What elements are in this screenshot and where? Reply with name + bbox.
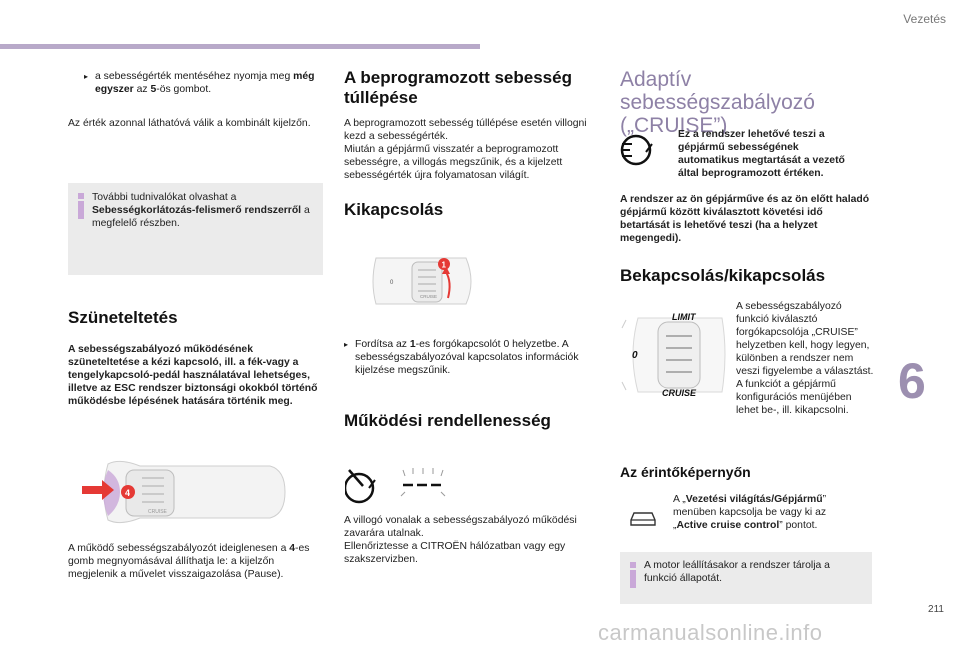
heading-exceed: A beprogramozott sebesség túllépése xyxy=(344,68,572,107)
pause-paragraph: A működő sebességszabályozót ideiglenesen a 4-es gomb megnyomásával állíthatja le: a kijelzőn megjelenik a művelet visszaigazolása (Pause). xyxy=(68,543,310,580)
fault-paragraph: A villogó vonalak a sebességszabályozó működési zavarára utalnak. Ellenőriztesse a CITROËN hálózatban vagy egy szakszervizben. xyxy=(344,515,577,565)
svg-text:0: 0 xyxy=(632,350,638,361)
cruise-selector-label: CRUISE xyxy=(662,388,697,398)
heading-onoff: Bekapcsolás/kikapcsolás xyxy=(620,266,826,285)
onoff-paragraph: A sebességszabályozó funkció kiválasztó forgókapcsolója „CRUISE” helyzetben kell, hogy legyen, különben a rendszer nem veszi figyelembe a választást. A funkciót a gépjármű konfigurációs menüjében lehet be-, ill. kikapcsolni. xyxy=(736,301,874,416)
heading-off: Kikapcsolás xyxy=(344,200,444,219)
info-text: További tudnivalókat olvashat a Sebességkorlátozás-felismerő rendszerről a megfelelő részben. xyxy=(92,192,310,229)
heading-touch: Az érintőképernyőn xyxy=(620,464,751,480)
heading-pause: Szüneteltetés xyxy=(68,308,178,327)
heading-fault: Működési rendellenesség xyxy=(344,411,551,430)
speedometer-icon xyxy=(345,474,373,502)
exceed-paragraph: A beprogramozott sebesség túllépése esetén villogni kezd a sebességérték. Miután a gépjármű visszatér a beprogramozott sebességre, a villogás megszűnik, és a kijelzett sebességérték újra folyamatosan világít. xyxy=(344,118,587,181)
svg-text:CRUISE: CRUISE xyxy=(420,294,438,299)
cruise-label: CRUISE xyxy=(148,509,167,515)
chapter-number: 6 xyxy=(898,353,926,409)
cruise-selector-illustration xyxy=(618,308,728,400)
bullet-arrow-icon: ▸ xyxy=(84,72,89,81)
zero-label: 0 xyxy=(390,280,394,286)
pause-bold-text: A sebességszabályozó működésének szüneteltetése a kézi kapcsoló, ill. a fék-vagy a tengelykapcsoló-pedál használatával lehetséges, illetve az ESC rendszer biztonsági okokból történő működésbe lépésének hatására történik meg. xyxy=(68,344,318,407)
section-title: Vezetés xyxy=(903,12,946,26)
svg-text:1: 1 xyxy=(441,260,446,270)
note-text: A motor leállításakor a rendszer tárolja a funkció állapotát. xyxy=(644,560,830,584)
note-box xyxy=(620,552,872,604)
info-box xyxy=(68,183,323,275)
header-accent-bar xyxy=(0,44,480,49)
limit-label: LIMIT xyxy=(672,312,696,322)
fault-indicator-illustration xyxy=(345,466,475,506)
adaptive-bold-text: Ez a rendszer lehetővé teszi a gépjármű sebességének automatikus megtartását a vezető által beprogramozott értéken. xyxy=(678,129,845,179)
pause-lever-illustration xyxy=(80,456,320,532)
info-icon xyxy=(78,193,84,219)
touch-paragraph: A „Vezetési világítás/Gépjármű” menüben kapcsolja be vagy ki az „Active cruise control” pontot. xyxy=(673,494,827,531)
page-number: 211 xyxy=(928,604,944,615)
off-switch-illustration xyxy=(368,252,478,310)
car-icon xyxy=(628,508,658,528)
heading-adaptive: Adaptív sebességszabályozó („CRUISE”) xyxy=(620,68,815,137)
info-icon xyxy=(630,562,636,588)
adaptive-bold-paragraph: A rendszer az ön gépjárműve és az ön előtt haladó gépjármű között kiválasztott követési idő betartását is lehetővé teszi (ha a helyzet megengedi). xyxy=(620,194,870,244)
bullet-arrow-icon: ▸ xyxy=(344,340,349,349)
svg-text:4: 4 xyxy=(125,488,131,498)
adaptive-cruise-icon xyxy=(620,130,662,168)
watermark: carmanualsonline.info xyxy=(598,620,823,645)
col1-paragraph: Az érték azonnal láthatóvá válik a kombinált kijelzőn. xyxy=(68,118,311,129)
